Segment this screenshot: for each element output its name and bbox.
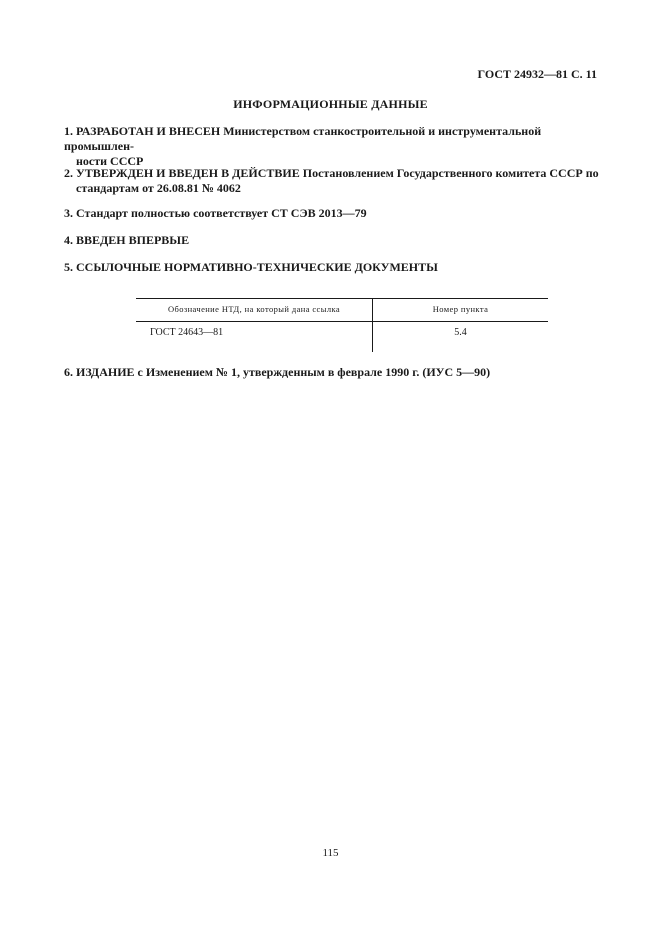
item-number: 2. [64, 166, 73, 180]
table-header-designation: Обозначение НТД, на который дана ссылка [167, 304, 341, 314]
item-number: 5. [64, 260, 73, 274]
table-header-rule [136, 321, 548, 322]
page-number: 115 [322, 847, 339, 859]
table-cell-designation: ГОСТ 24643—81 [150, 327, 224, 338]
item-text: УТВЕРЖДЕН И ВВЕДЕН В ДЕЙСТВИЕ Постановлением Государственного комитета СССР по [76, 166, 599, 180]
item-text: РАЗРАБОТАН И ВНЕСЕН Министерством станкостроительной и инструментальной промышлен- [64, 124, 542, 153]
item-number: 1. [64, 124, 73, 138]
document-reference: ГОСТ 24932—81 С. 11 [477, 67, 597, 81]
item-number: 6. [64, 365, 73, 379]
table-header-clause: Номер пункта [432, 304, 489, 314]
item-text-continuation: ности СССР [76, 154, 144, 168]
item-text-continuation: стандартам от 26.08.81 № 4062 [76, 181, 241, 195]
item-text: ССЫЛОЧНЫЕ НОРМАТИВНО-ТЕХНИЧЕСКИЕ ДОКУМЕНТЫ [76, 260, 438, 274]
item-number: 4. [64, 233, 73, 247]
item-number: 3. [64, 206, 73, 220]
list-item-5 [64, 260, 604, 275]
table-top-rule [136, 298, 548, 299]
reference-table [136, 298, 548, 352]
item-text: ВВЕДЕН ВПЕРВЫЕ [76, 233, 190, 247]
page-title: ИНФОРМАЦИОННЫЕ ДАННЫЕ [233, 97, 428, 111]
item-text: ИЗДАНИЕ с Изменением № 1, утвержденным в феврале 1990 г. (ИУС 5—90) [76, 365, 491, 379]
list-item-4 [64, 233, 604, 248]
list-item-1 [64, 124, 604, 169]
item-text: Стандарт полностью соответствует СТ СЭВ 2013—79 [76, 206, 367, 220]
list-item-3 [64, 206, 604, 221]
table-cell-clause: 5.4 [454, 327, 467, 338]
list-item-2 [64, 166, 604, 196]
list-item-6 [64, 365, 604, 380]
